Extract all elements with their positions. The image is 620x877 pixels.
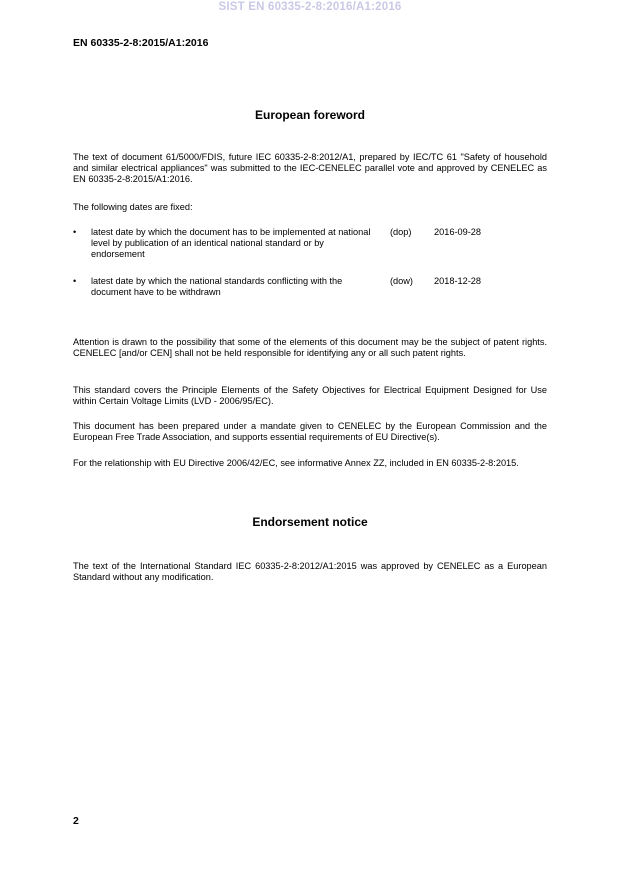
endorsement-notice-heading: Endorsement notice [252,515,368,529]
lvd-notice-paragraph: This standard covers the Principle Elements of the Safety Objectives for Electrical Equipment Designed for Use within Certain Voltage Limits (LVD - 2006/95/EC). [73,385,547,406]
foreword-intro-paragraph: The text of document 61/5000/FDIS, future IEC 60335-2-8:2012/A1, prepared by IEC/TC 61 "Safety of household and similar electrical appliances" was submitted to the IEC-CENELEC parallel vote and approved by CENELEC as EN 60335-2-8:2015/A1:2016. [73,152,547,184]
bullet-icon: • [73,227,77,237]
date-item-code: (dow) [390,276,413,286]
dates-intro-paragraph: The following dates are fixed: [73,202,193,212]
date-item-text: latest date by which the document has to be implemented at national level by publication of an identical national standard or by endorsement [91,227,371,259]
relationship-paragraph: For the relationship with EU Directive 2006/42/EC, see informative Annex ZZ, included in EN 60335-2-8:2015. [73,458,519,468]
date-item-text: latest date by which the national standards conflicting with the document have to be withdrawn [91,276,343,297]
date-item-code: (dop) [390,227,412,237]
patent-notice-paragraph: Attention is drawn to the possibility that some of the elements of this document may be the subject of patent rights. CENELEC [and/or CEN] shall not be held responsible for identifying any or all such patent rights. [73,337,547,358]
page-number: 2 [73,815,79,827]
watermark: SIST EN 60335-2-8:2016/A1:2016 [218,1,402,13]
european-foreword-heading: European foreword [254,108,365,122]
date-item-date: 2018-12-28 [434,276,481,286]
date-item-date: 2016-09-28 [434,227,481,237]
document-id: EN 60335-2-8:2015/A1:2016 [73,37,209,49]
bullet-icon: • [73,276,77,286]
mandate-notice-paragraph: This document has been prepared under a mandate given to CENELEC by the European Commission and the European Free Trade Association, and supports essential requirements of EU Directive(s). [73,421,547,442]
endorsement-paragraph: The text of the International Standard IEC 60335-2-8:2012/A1:2015 was approved by CENELEC as a European Standard without any modification. [73,561,547,582]
